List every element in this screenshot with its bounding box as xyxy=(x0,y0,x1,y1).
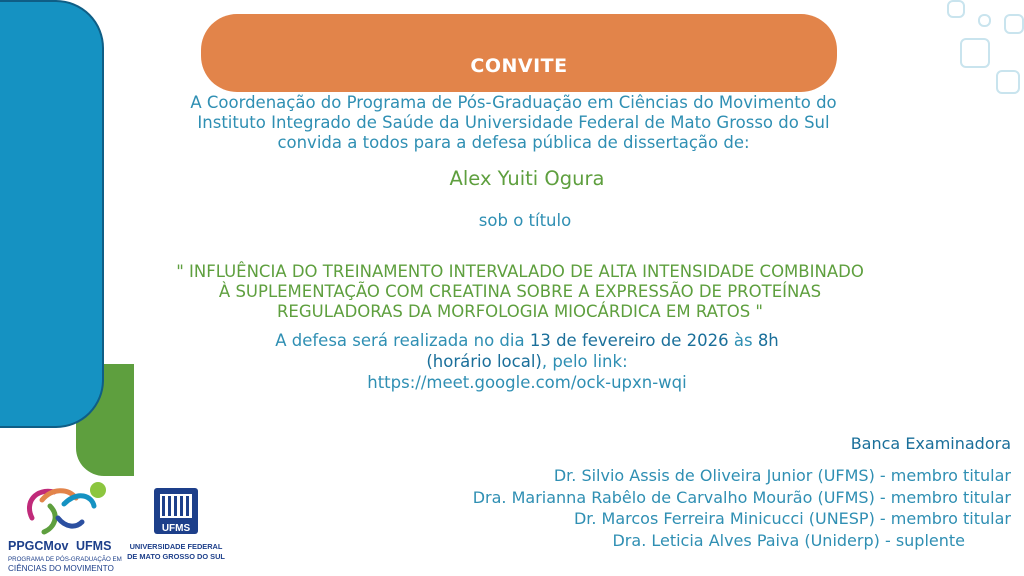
decor-square xyxy=(996,70,1020,94)
decor-square xyxy=(1004,14,1024,34)
ufms-short: UFMS xyxy=(161,523,191,534)
ppg-line2: CIÊNCIAS DO MOVIMENTO xyxy=(8,564,114,573)
banca-member: Dr. Silvio Assis de Oliveira Junior (UFMS) - membro titular xyxy=(553,466,1011,485)
ufms-line1: UNIVERSIDADE FEDERAL xyxy=(129,542,223,551)
thesis-line: À SUPLEMENTAÇÃO COM CREATINA SOBRE A EXPRESSÃO DE PROTEÍNAS xyxy=(218,282,822,301)
ppgcmov-logo xyxy=(6,478,132,574)
meeting-link[interactable]: https://meet.google.com/ock-upxn-wqi xyxy=(367,373,687,392)
banca-member: Dr. Marcos Ferreira Minicucci (UNESP) - membro titular xyxy=(573,509,1011,528)
defense-suffix: , pelo link: xyxy=(541,352,628,371)
banca-member: Dra. Marianna Rabêlo de Carvalho Mourão (UFMS) - membro titular xyxy=(472,487,1011,507)
runner-figure-icon xyxy=(29,482,106,532)
defense-date: 13 de fevereiro de 2026 xyxy=(529,331,729,350)
intro-line: A Coordenação do Programa de Pós-Graduação em Ciências do Movimento do xyxy=(190,93,837,112)
title-label: sob o título xyxy=(478,211,572,230)
defense-time: 8h xyxy=(757,331,779,350)
banca-list xyxy=(473,465,1011,551)
ppg-line1: PROGRAMA DE PÓS-GRADUAÇÃO EM xyxy=(8,556,122,563)
thesis-title xyxy=(80,262,960,322)
defense-prefix: A defesa será realizada no dia xyxy=(275,331,530,350)
decor-square xyxy=(947,0,965,18)
defense-info xyxy=(250,330,804,393)
intro-line: convida a todos para a defesa pública de dissertação de: xyxy=(277,133,750,152)
ufms-line2: DE MATO GROSSO DO SUL xyxy=(127,552,225,561)
decor-square xyxy=(978,14,991,27)
ppg-org: UFMS xyxy=(76,539,112,553)
defense-local: (horário local) xyxy=(426,352,542,371)
intro-text xyxy=(96,93,931,153)
defense-line xyxy=(250,351,804,372)
header-banner xyxy=(201,14,837,92)
intro-line: Instituto Integrado de Saúde da Universidade Federal de Mato Grosso do Sul xyxy=(197,113,830,132)
thesis-line: " INFLUÊNCIA DO TREINAMENTO INTERVALADO DE ALTA INTENSIDADE COMBINADO xyxy=(176,262,864,281)
defense-mid: às xyxy=(728,331,758,350)
banca-member: Dra. Leticia Alves Paiva (Uniderp) - suplente xyxy=(612,530,965,550)
defense-line xyxy=(250,330,804,351)
banca-title: Banca Examinadora xyxy=(850,434,1011,453)
ppg-name: PPGCMov xyxy=(8,539,69,553)
page-title: CONVITE xyxy=(470,55,568,77)
ufms-logo xyxy=(127,486,225,576)
decor-square xyxy=(960,38,990,68)
blue-decor-shape xyxy=(0,0,104,428)
candidate-name: Alex Yuiti Ogura xyxy=(449,167,605,190)
thesis-line: REGULADORAS DA MORFOLOGIA MIOCÁRDICA EM RATOS " xyxy=(276,302,764,321)
